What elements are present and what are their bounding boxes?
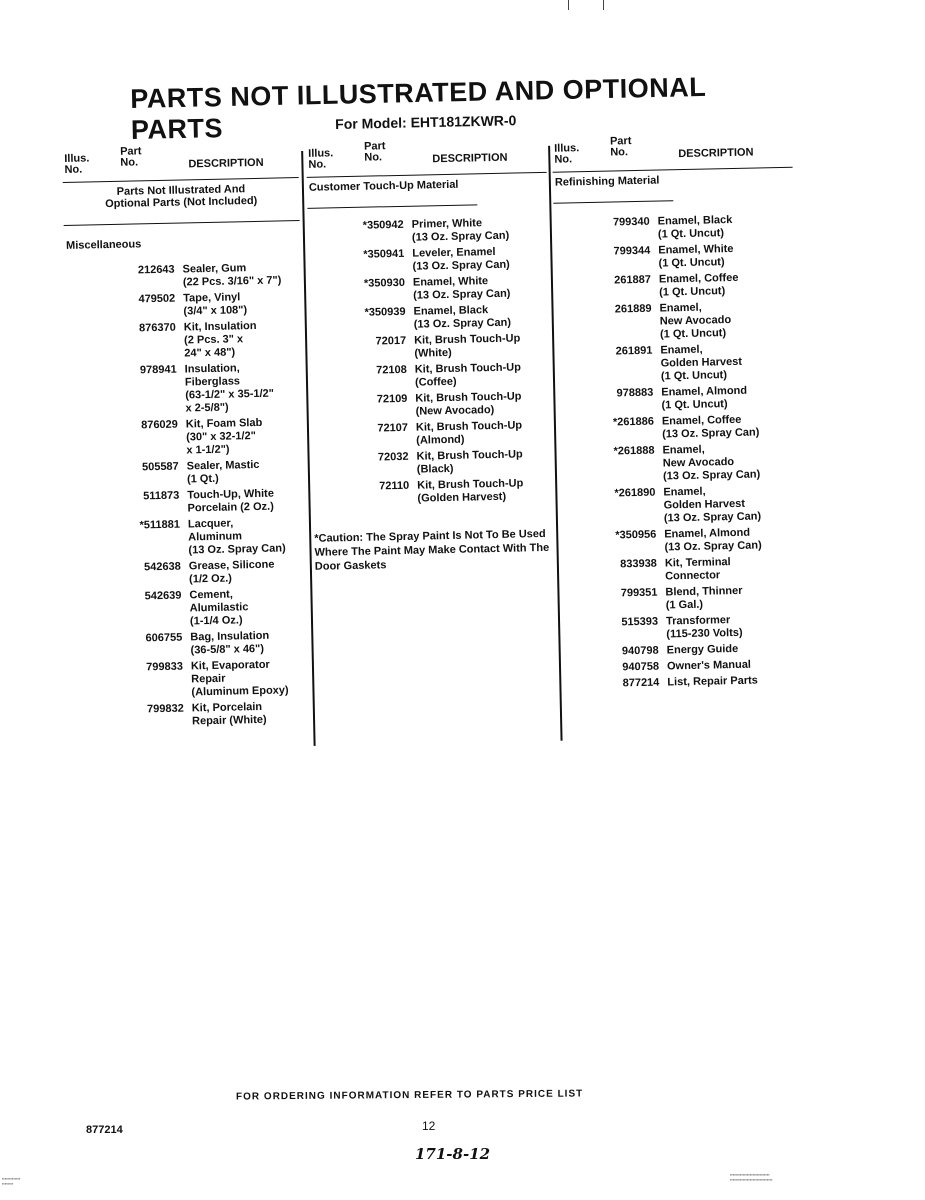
part-number: 799351: [620, 586, 658, 600]
header-illus: Illus. No.: [308, 147, 334, 171]
part-description: Kit, Brush Touch-Up (Black): [416, 448, 523, 476]
part-description: Enamel, Almond (13 Oz. Spray Can): [664, 526, 762, 554]
section-rule: [553, 200, 673, 204]
parts-list-touchup: [308, 216, 554, 508]
part-number: 505587: [141, 460, 179, 474]
part-description: Tape, Vinyl (3/4" x 108"): [183, 291, 248, 318]
list-item: [554, 213, 794, 244]
list-item: [558, 413, 798, 444]
part-number: *350941: [363, 247, 405, 261]
model-subtitle: For Model: EHT181ZKWR-0: [335, 112, 517, 132]
part-description: List, Repair Parts: [667, 674, 758, 689]
page-title: PARTS NOT ILLUSTRATED AND OPTIONAL PARTS: [130, 71, 706, 145]
part-description: Leveler, Enamel (13 Oz. Spray Can): [412, 245, 510, 273]
part-number: 542639: [144, 589, 182, 603]
part-number: 72017: [375, 334, 407, 348]
part-number: *350939: [364, 305, 406, 319]
list-item: [559, 484, 800, 528]
part-description: Enamel, White (1 Qt. Uncut): [658, 242, 734, 270]
part-number: 978883: [616, 386, 654, 400]
part-description: Kit, Brush Touch-Up (Almond): [415, 419, 523, 447]
parts-list-misc: [65, 261, 311, 731]
part-number: 978941: [139, 363, 177, 377]
header-illus: Illus. No.: [554, 142, 580, 166]
part-number: 261891: [615, 344, 653, 358]
list-item: [309, 274, 549, 305]
part-description: Enamel, White (13 Oz. Spray Can): [412, 275, 511, 302]
part-number: 876370: [138, 321, 176, 335]
part-number: 515393: [621, 615, 659, 629]
scan-mark: [568, 0, 569, 10]
list-item: [67, 361, 304, 418]
list-item: [561, 584, 801, 615]
column-header: [552, 131, 793, 172]
list-item: [71, 558, 307, 589]
part-description: Insulation, Fiberglass (63-1/2" x 35-1/2" x 2-5/8"): [184, 362, 275, 415]
part-description: Kit, Porcelain Repair (White): [191, 700, 267, 728]
list-item: [557, 384, 797, 415]
section-title: Refinishing Material: [554, 174, 660, 189]
part-number: 479502: [138, 292, 176, 306]
part-number: 940798: [621, 644, 659, 658]
part-number: 72107: [377, 421, 409, 435]
list-item: [69, 487, 305, 518]
list-item: [312, 419, 552, 450]
list-item: [309, 303, 549, 334]
list-item: [563, 642, 803, 660]
list-item: [311, 361, 551, 392]
part-description: Enamel, New Avocado (1 Qt. Uncut): [659, 301, 732, 341]
part-number: 261887: [614, 273, 652, 287]
part-description: Energy Guide: [666, 642, 739, 657]
list-item: [310, 332, 550, 363]
section-title: Customer Touch-Up Material: [308, 178, 459, 194]
list-item: [558, 442, 799, 486]
part-number: *511881: [139, 518, 181, 532]
part-description: Sealer, Gum (22 Pcs. 3/16" x 7"): [182, 262, 282, 289]
caution-note: *Caution: The Spray Paint Is Not To Be Used Where The Paint May Make Contact With The Door Gaskets: [314, 527, 550, 573]
part-number: 940758: [622, 660, 660, 674]
part-description: Cement, Alumilastic (1-1/4 Oz.): [189, 588, 249, 628]
list-item: [70, 516, 307, 560]
subsection-title: Miscellaneous: [65, 238, 142, 252]
part-number: 799344: [613, 244, 651, 258]
page-number: 12: [422, 1119, 436, 1133]
list-item: [563, 658, 803, 676]
document-number: 877214: [86, 1124, 123, 1136]
fineprint-right: ▪▪▪▪▪▪▪▪▪▪▪▪▪▪▪▪▪▪▪▪▪▪▪▪▪▪▪▪ ▪▪▪▪▪▪▪▪▪▪▪▪▪▪▪▪▪▪▪▪▪▪▪▪▪▪▪▪▪▪: [730, 1172, 773, 1182]
list-item: [561, 555, 801, 586]
part-description: Touch-Up, White Porcelain (2 Oz.): [187, 487, 275, 515]
list-item: [312, 448, 552, 479]
part-number: 877214: [622, 676, 660, 690]
part-number: 72108: [376, 363, 407, 377]
part-description: Enamel, Golden Harvest (1 Qt. Uncut): [660, 343, 743, 383]
part-description: Kit, Foam Slab (30" x 32-1/2" x 1-1/2"): [185, 416, 263, 457]
part-number: 876029: [141, 418, 178, 432]
section-rule: [307, 204, 477, 209]
list-item: [313, 477, 553, 508]
part-number: *350930: [363, 276, 406, 290]
column-misc: [62, 141, 310, 734]
list-item: [563, 674, 803, 692]
part-description: Enamel, Coffee (1 Qt. Uncut): [658, 271, 739, 299]
fineprint-left: ▪▪▪▪▪▪▪▪▪▪▪▪▪ ▪▪▪▪▪▪▪▪: [2, 1176, 21, 1186]
part-number: 212643: [137, 263, 175, 277]
part-description: Enamel, Coffee (13 Oz. Spray Can): [661, 413, 760, 441]
part-number: 72109: [376, 392, 408, 406]
part-description: Blend, Thinner (1 Gal.): [665, 584, 743, 612]
section-title: Parts Not Illustrated And Optional Parts (Not Included): [105, 183, 258, 211]
list-item: [554, 242, 794, 273]
list-item: [68, 416, 305, 460]
column-refinishing: [552, 131, 804, 695]
list-item: [73, 658, 310, 702]
part-description: Kit, Brush Touch-Up (White): [414, 332, 521, 360]
part-number: 511873: [143, 489, 180, 503]
list-item: [72, 629, 308, 660]
parts-table: [62, 131, 815, 766]
list-item: [562, 613, 802, 644]
list-item: [74, 700, 310, 731]
list-item: [311, 390, 551, 421]
part-number: 799832: [146, 702, 184, 716]
header-part: Part No.: [120, 145, 142, 169]
header-part: Part No.: [363, 140, 386, 164]
list-item: [308, 245, 548, 276]
part-number: 72032: [377, 450, 409, 464]
header-desc: DESCRIPTION: [432, 151, 508, 166]
column-header: [62, 141, 299, 182]
list-item: [555, 271, 795, 302]
list-item: [66, 319, 303, 363]
list-item: [556, 342, 797, 386]
header-desc: DESCRIPTION: [678, 146, 754, 161]
section-rule: [64, 220, 300, 226]
part-description: Enamel, Golden Harvest (13 Oz. Spray Can): [663, 485, 762, 525]
list-item: [69, 458, 305, 489]
part-number: 261889: [614, 302, 652, 316]
ordering-info-footer: FOR ORDERING INFORMATION REFER TO PARTS PRICE LIST: [235, 1088, 584, 1103]
list-item: [560, 526, 800, 557]
list-item: [308, 216, 548, 247]
part-description: Kit, Evaporator Repair (Aluminum Epoxy): [190, 658, 289, 699]
part-number: *350942: [362, 218, 404, 232]
part-number: 72110: [379, 479, 410, 493]
part-description: Enamel, Black (13 Oz. Spray Can): [413, 304, 512, 331]
part-number: 799340: [612, 215, 650, 229]
part-description: Owner's Manual: [666, 658, 752, 673]
part-number: 542638: [143, 560, 181, 574]
part-description: Grease, Silicone (1/2 Oz.): [188, 558, 275, 586]
column-touchup: [306, 136, 555, 574]
scan-mark: [603, 0, 604, 10]
part-description: Kit, Brush Touch-Up (New Avocado): [415, 390, 522, 418]
part-description: Sealer, Mastic (1 Qt.): [186, 458, 260, 486]
part-description: Lacquer, Aluminum (13 Oz. Spray Can): [187, 517, 286, 557]
part-number: *261890: [614, 486, 656, 500]
list-item: [65, 290, 301, 321]
list-item: [65, 261, 301, 292]
list-item: [71, 587, 308, 631]
part-description: Enamel, Almond (1 Qt. Uncut): [661, 384, 748, 412]
part-description: Kit, Insulation (2 Pcs. 3" x 24" x 48"): [183, 319, 257, 360]
part-number: 833938: [620, 557, 658, 571]
part-description: Kit, Terminal Connector: [664, 556, 731, 583]
part-number: 606755: [145, 631, 183, 645]
part-number: *261886: [612, 415, 655, 429]
part-number: *350956: [615, 528, 657, 542]
part-description: Enamel, Black (1 Qt. Uncut): [657, 213, 733, 241]
parts-list-refinishing: [554, 213, 804, 692]
header-part: Part No.: [609, 135, 632, 159]
part-number: 799833: [146, 660, 184, 674]
part-description: Bag, Insulation (36-5/8" x 46"): [190, 629, 270, 657]
header-desc: DESCRIPTION: [188, 156, 264, 171]
part-description: Kit, Brush Touch-Up (Coffee): [414, 361, 521, 389]
part-number: *261888: [613, 444, 655, 458]
part-description: Kit, Brush Touch-Up (Golden Harvest): [417, 477, 524, 505]
header-illus: Illus. No.: [64, 152, 90, 176]
part-description: Transformer (115-230 Volts): [665, 614, 743, 641]
part-description: Enamel, New Avocado (13 Oz. Spray Can): [662, 443, 761, 483]
handwritten-note: 171-8-12: [415, 1145, 491, 1163]
column-header: [306, 136, 547, 177]
list-item: [555, 300, 796, 344]
part-description: Primer, White (13 Oz. Spray Can): [411, 217, 510, 244]
